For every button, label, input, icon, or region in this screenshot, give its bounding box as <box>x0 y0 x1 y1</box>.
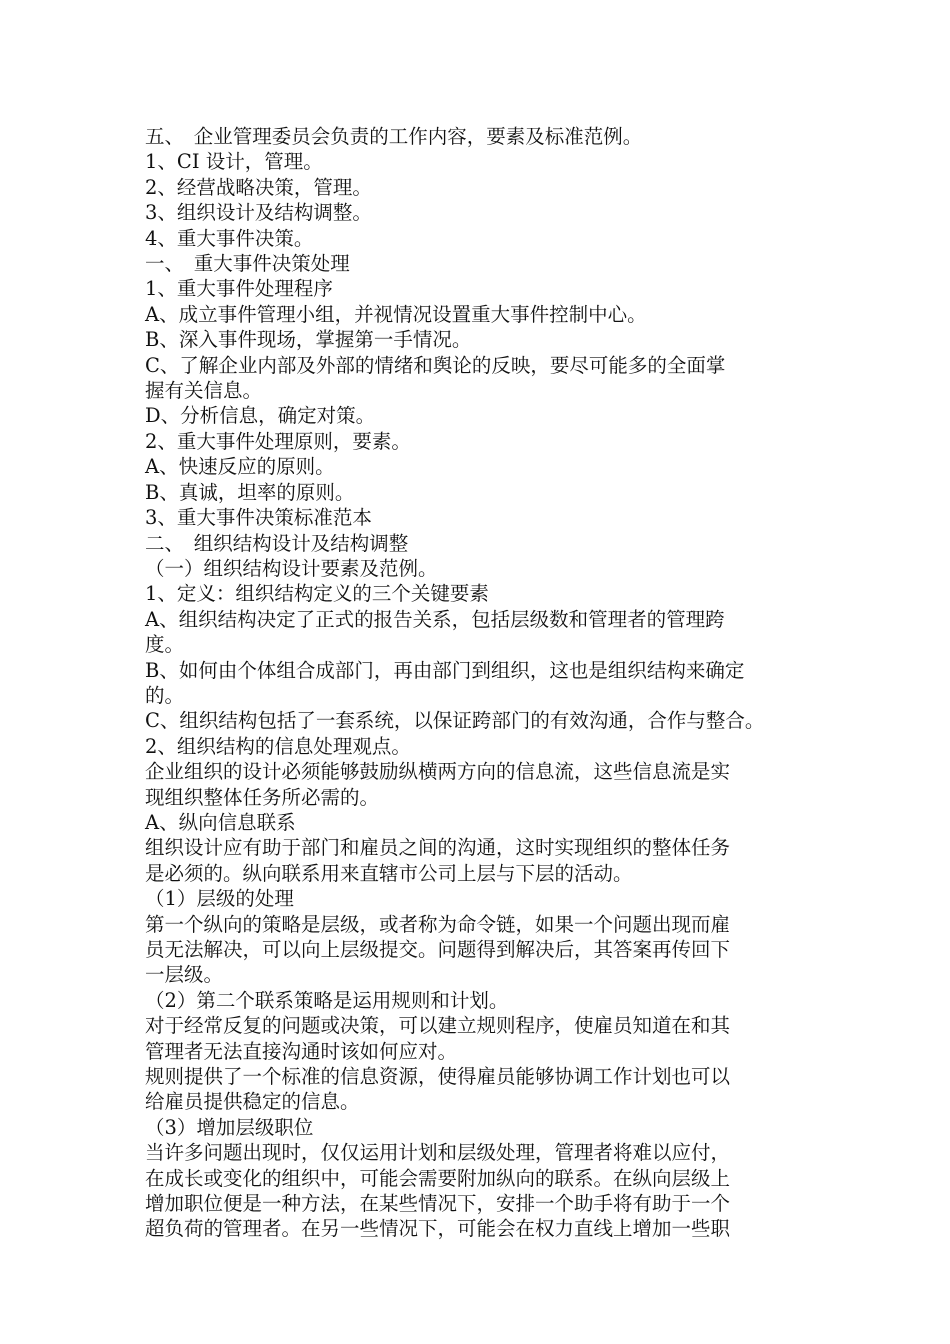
paragraph-line: 增加职位便是一种方法，在某些情况下，安排一个助手将有助于一个 <box>145 1192 731 1216</box>
paragraph-line: 第一个纵向的策略是层级，或者称为命令链，如果一个问题出现而雇 <box>145 912 731 936</box>
document-body <box>145 124 825 1242</box>
list-item-continuation: 握有关信息。 <box>145 379 263 403</box>
paragraph-line: 超负荷的管理者。在另一些情况下，可能会在权力直线上增加一些职 <box>145 1217 731 1241</box>
paragraph-line: 管理者无法直接沟通时该如何应对。 <box>145 1039 458 1063</box>
subsection-heading: 1、定义：组织结构定义的三个关键要素 <box>145 582 489 606</box>
subsection-heading: 2、重大事件处理原则，要素。 <box>145 429 411 453</box>
list-item: B、真诚，坦率的原则。 <box>145 480 355 504</box>
list-item: B、如何由个体组合成部门，再由部门到组织，这也是组织结构来确定 <box>145 658 745 682</box>
section-heading-one: 一、 重大事件决策处理 <box>145 252 350 276</box>
subsection-heading: （1）层级的处理 <box>145 887 294 911</box>
paragraph-line: 在成长或变化的组织中，可能会需要附加纵向的联系。在纵向层级上 <box>145 1166 731 1190</box>
list-item: A、成立事件管理小组，并视情况设置重大事件控制中心。 <box>145 302 647 326</box>
paragraph-line: 规则提供了一个标准的信息资源，使得雇员能够协调工作计划也可以 <box>145 1065 731 1089</box>
list-item: C、组织结构包括了一套系统，以保证跨部门的有效沟通，合作与整合。 <box>145 709 765 733</box>
subsection-heading: （3）增加层级职位 <box>145 1115 314 1139</box>
subsection-heading: A、纵向信息联系 <box>145 810 296 834</box>
section-heading-five: 五、 企业管理委员会负责的工作内容，要素及标准范例。 <box>145 125 643 148</box>
list-item: 2、经营战略决策，管理。 <box>145 175 372 199</box>
paragraph-line: 一层级。 <box>145 963 224 987</box>
subsection-heading: 2、组织结构的信息处理观点。 <box>145 734 411 758</box>
list-item: 4、重大事件决策。 <box>145 226 314 250</box>
paragraph-line: 给雇员提供稳定的信息。 <box>145 1090 360 1114</box>
list-item: D、分析信息，确定对策。 <box>145 404 376 428</box>
paragraph-line: 员无法解决，可以向上层级提交。问题得到解决后，其答案再传回下 <box>145 938 731 961</box>
subsection-heading: （一）组织结构设计要素及范例。 <box>145 556 438 580</box>
list-item-continuation: 度。 <box>145 633 185 657</box>
paragraph-line: 是必须的。纵向联系用来直辖市公司上层与下层的活动。 <box>145 861 633 885</box>
list-item-continuation: 的。 <box>145 683 185 707</box>
paragraph-line: 当许多问题出现时，仅仅运用计划和层级处理，管理者将难以应付， <box>145 1141 731 1165</box>
subsection-heading: （2）第二个联系策略是运用规则和计划。 <box>145 988 509 1012</box>
list-item: 3、组织设计及结构调整。 <box>145 201 372 225</box>
paragraph-line: 组织设计应有助于部门和雇员之间的沟通，这时实现组织的整体任务 <box>145 836 731 860</box>
paragraph-line: 对于经常反复的问题或决策，可以建立规则程序，使雇员知道在和其 <box>145 1014 731 1038</box>
paragraph-line: 现组织整体任务所必需的。 <box>145 785 380 809</box>
list-item: 1、CI 设计，管理。 <box>145 150 323 174</box>
list-item: C、了解企业内部及外部的情绪和舆论的反映，要尽可能多的全面掌 <box>145 353 726 377</box>
section-heading-two: 二、 组织结构设计及结构调整 <box>145 531 409 555</box>
list-item: A、组织结构决定了正式的报告关系，包括层级数和管理者的管理跨 <box>145 607 725 631</box>
list-item: A、快速反应的原则。 <box>145 455 335 479</box>
list-item: B、深入事件现场，掌握第一手情况。 <box>145 328 472 352</box>
paragraph-line: 企业组织的设计必须能够鼓励纵横两方向的信息流，这些信息流是实 <box>145 760 731 784</box>
subsection-heading: 1、重大事件处理程序 <box>145 277 333 301</box>
subsection-heading: 3、重大事件决策标准范本 <box>145 506 372 530</box>
